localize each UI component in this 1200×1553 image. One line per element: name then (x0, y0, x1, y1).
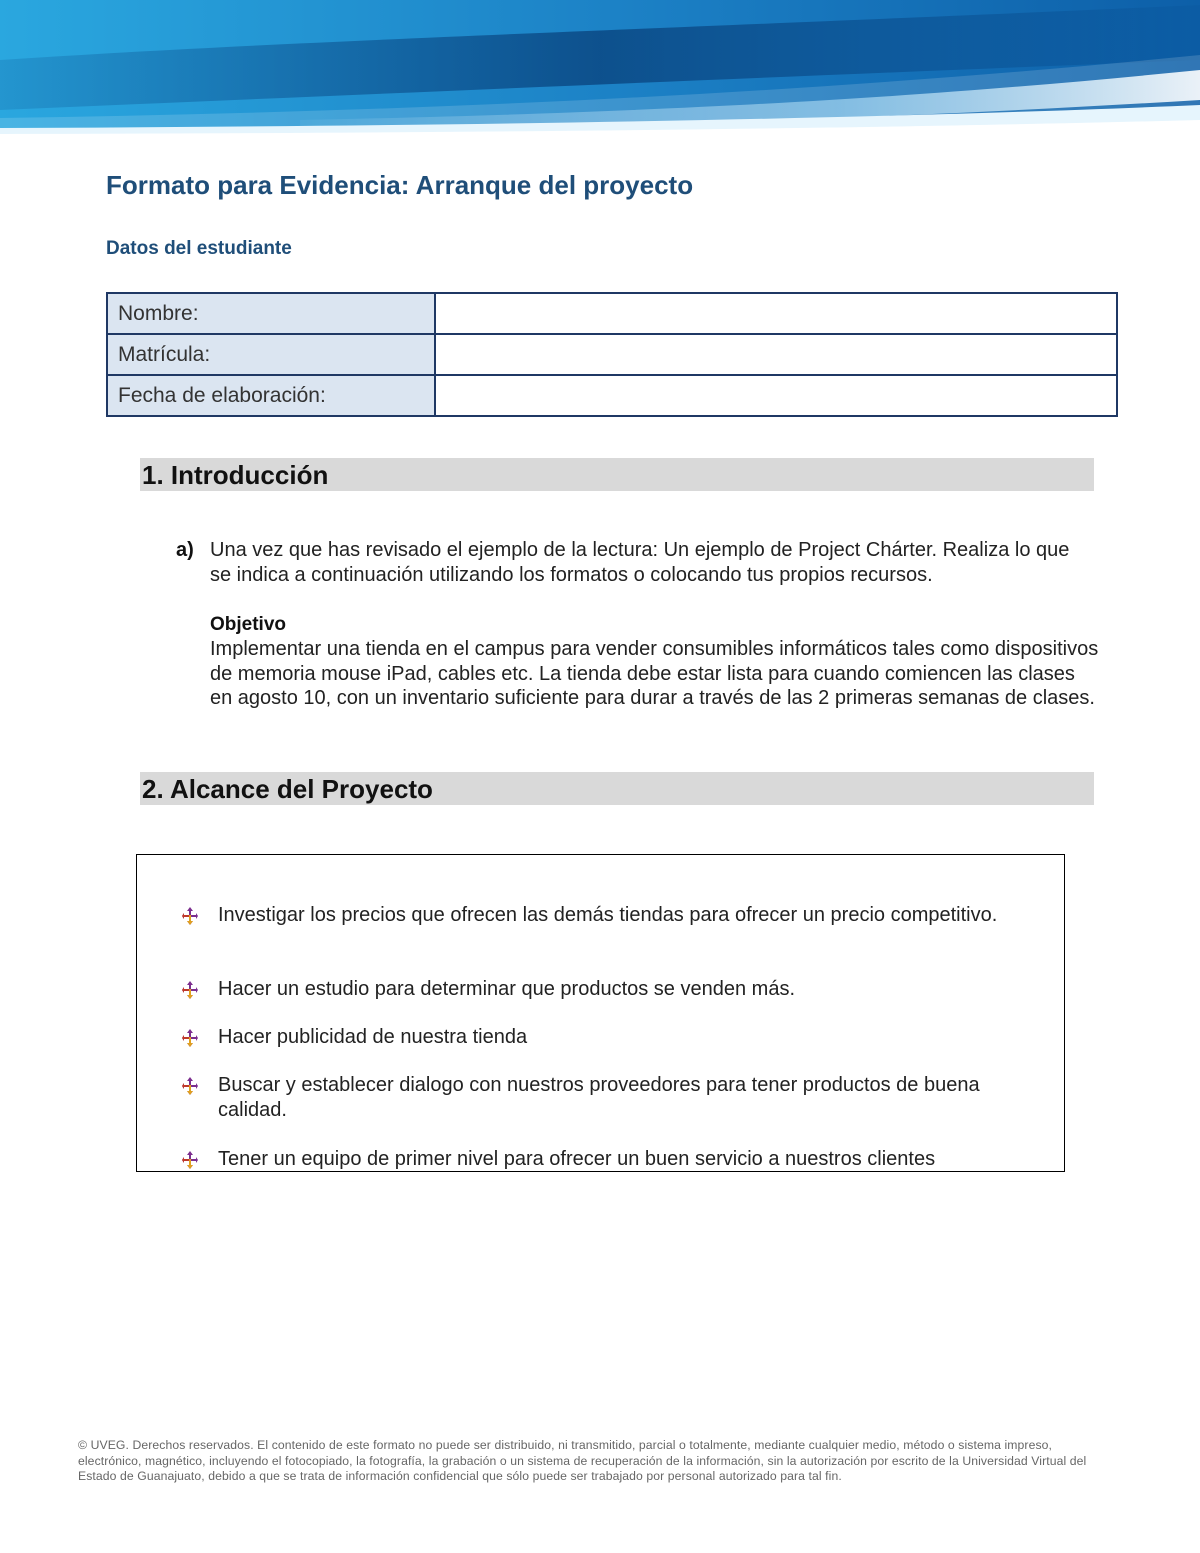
scope-box (136, 854, 1065, 1172)
table-row (107, 375, 1117, 416)
four-way-arrow-icon (182, 907, 198, 925)
name-label: Nombre: (107, 293, 435, 334)
enrollment-field[interactable] (435, 334, 1117, 375)
scope-item-text: Tener un equipo de primer nivel para ofrecer un buen servicio a nuestros clientes (218, 1148, 936, 1170)
objective-title: Objetivo (210, 614, 287, 635)
instruction-item (176, 538, 1096, 588)
enrollment-label: Matrícula: (107, 334, 435, 375)
copyright-footer: © UVEG. Derechos reservados. El contenido de este formato no puede ser distribuido, ni transmitido, parcial o totalmente, mediante cualquier medio, método o sistema impreso, electrónico, magnético, incluyendo el fotocopiado, la fotografía, la grabación o un sistema de recuperación de la información, sin la autorización por escrito de la Universidad Virtual del Estado de Guanajuato, debido a que se trata de información confidencial que sólo puede ser trabajado por personal autorizado para tal fin. (78, 1438, 1087, 1483)
item-marker: a) (176, 539, 194, 561)
scope-item-text: Hacer publicidad de nuestra tienda (218, 1026, 528, 1048)
four-way-arrow-icon (182, 1151, 198, 1169)
list-item (182, 977, 1022, 1002)
header-banner (0, 0, 1200, 145)
objective-text: Implementar una tienda en el campus para vender consumibles informáticos tales como dispositivos de memoria mouse iPad, cables etc. La tienda debe estar lista para cuando comiencen las clases en agosto 10, con un inventario suficiente para durar a través de las 2 primeras semanas de clases. (210, 638, 1099, 709)
section-heading-introduction: 1. Introducción (140, 458, 1094, 491)
table-row (107, 334, 1117, 375)
four-way-arrow-icon (182, 1029, 198, 1047)
document-title: Formato para Evidencia: Arranque del proyecto (106, 170, 694, 200)
list-item (182, 903, 1022, 928)
section-heading-scope: 2. Alcance del Proyecto (140, 772, 1094, 805)
scope-item-text: Buscar y establecer dialogo con nuestros proveedores para tener productos de buena calidad. (218, 1074, 980, 1121)
instruction-text: Una vez que has revisado el ejemplo de la lectura: Un ejemplo de Project Chárter. Realiza lo que se indica a continuación utilizando los formatos o colocando tus propios recursos. (210, 539, 1070, 586)
table-row (107, 293, 1117, 334)
list-item (182, 1025, 1022, 1050)
list-item (182, 1073, 1022, 1123)
student-data-heading: Datos del estudiante (106, 238, 292, 259)
date-label: Fecha de elaboración: (107, 375, 435, 416)
date-field[interactable] (435, 375, 1117, 416)
name-field[interactable] (435, 293, 1117, 334)
four-way-arrow-icon (182, 1077, 198, 1095)
four-way-arrow-icon (182, 981, 198, 999)
scope-item-text: Investigar los precios que ofrecen las demás tiendas para ofrecer un precio competitivo. (218, 904, 998, 926)
list-item (182, 1147, 1022, 1172)
student-data-table (106, 292, 1118, 417)
scope-item-text: Hacer un estudio para determinar que productos se venden más. (218, 978, 796, 1000)
